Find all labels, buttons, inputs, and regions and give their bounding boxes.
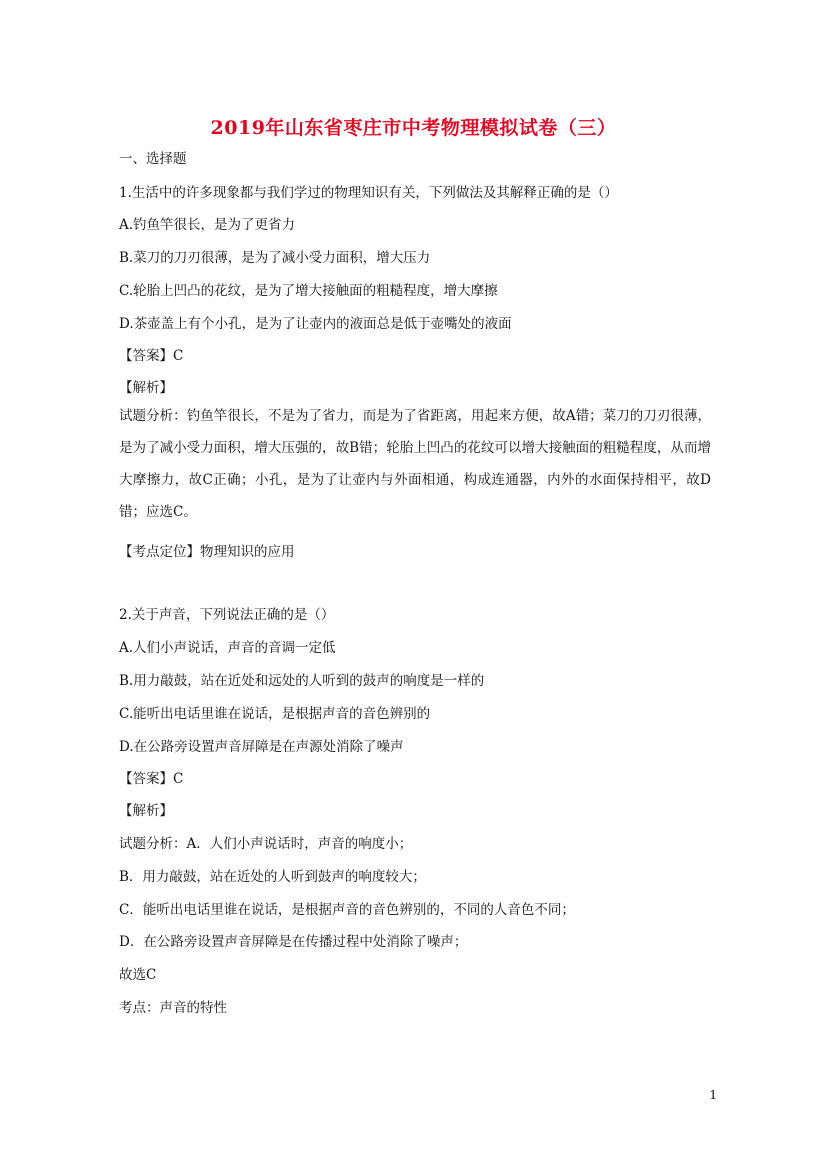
question-2-analysis-line: D．在公路旁设置声音屏障是在传播过程中处消除了噪声； — [119, 934, 468, 950]
question-2-analysis-line: B．用力敲鼓，站在近处的人听到鼓声的响度较大； — [119, 869, 426, 885]
question-1-option-b: B.菜刀的刀刃很薄，是为了减小受力面积，增大压力 — [119, 250, 431, 266]
question-1-stem: 1.生活中的许多现象都与我们学过的物理知识有关，下列做法及其解释正确的是（） — [119, 185, 618, 201]
question-1-kaodian: 【考点定位】物理知识的应用 — [119, 544, 295, 560]
question-1-analysis-label: 【解析】 — [119, 380, 173, 396]
document-title: 2019年山东省枣庄市中考物理模拟试卷（三） — [210, 117, 617, 139]
question-1-answer: 【答案】C — [119, 348, 184, 364]
section-heading: 一、选择题 — [119, 151, 187, 167]
question-1-option-c: C.轮胎上凹凸的花纹，是为了增大接触面的粗糙程度，增大摩擦 — [119, 283, 498, 299]
question-2-option-a: A.人们小声说话，声音的音调一定低 — [119, 640, 336, 656]
question-2-stem: 2.关于声音，下列说法正确的是（） — [119, 607, 335, 623]
question-2-option-b: B.用力敲鼓，站在近处和远处的人听到的鼓声的响度是一样的 — [119, 673, 485, 689]
question-2-answer: 【答案】C — [119, 771, 184, 787]
question-2-analysis-label: 【解析】 — [119, 803, 173, 819]
question-2-analysis-line: 试题分析：A．人们小声说话时，声音的响度小； — [119, 836, 413, 852]
question-1-option-a: A.钓鱼竿很长，是为了更省力 — [119, 217, 296, 233]
question-2-analysis-line: 考点：声音的特性 — [119, 1000, 227, 1016]
question-1-analysis: 试题分析：钓鱼竿很长，不是为了省力，而是为了省距离，用起来方便，故A错；菜刀的刀刃很薄，是为了减小受力面积，增大压强的，故B错；轮胎上凹凸的花纹可以增大接触面的粗糙程度，从而增大摩擦力，故C正确；小孔，是为了让壶内与外面相通，构成连通器，内外的水面保持相平，故D错；应选C。 — [119, 408, 711, 520]
question-2-option-c: C.能听出电话里谁在说话，是根据声音的音色辨别的 — [119, 706, 431, 722]
question-2-analysis-line: 故选C — [119, 967, 157, 983]
question-1-option-d: D.茶壶盖上有个小孔，是为了让壶内的液面总是低于壶嘴处的液面 — [119, 316, 512, 332]
page-number: 1 — [709, 1088, 717, 1102]
question-2-option-d: D.在公路旁设置声音屏障是在声源处消除了噪声 — [119, 739, 404, 755]
question-2-analysis-line: C．能听出电话里谁在说话，是根据声音的音色辨别的，不同的人音色不同； — [119, 902, 575, 918]
